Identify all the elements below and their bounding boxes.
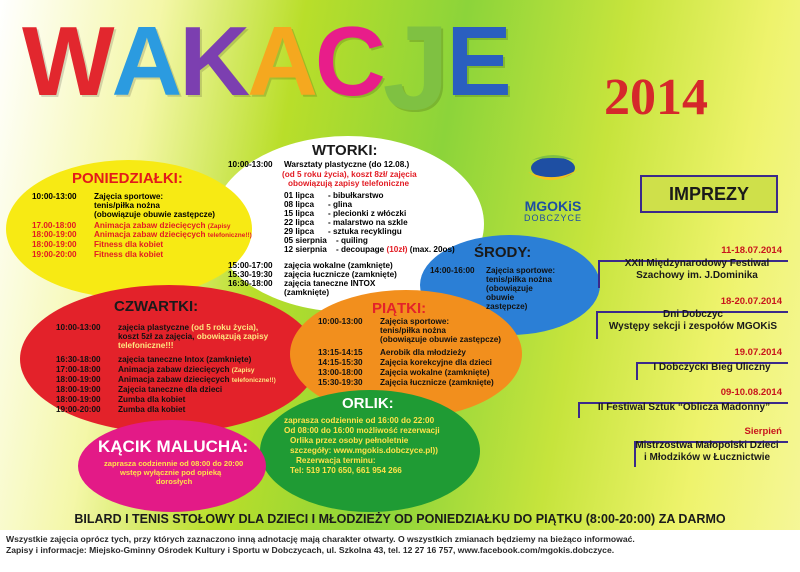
time: 18:00-19:00 bbox=[56, 375, 101, 384]
event-name bbox=[586, 402, 782, 414]
event-name bbox=[612, 258, 782, 282]
activity: koszt 5zł za zajęcia, bbox=[118, 332, 195, 341]
title-letter: K bbox=[179, 6, 248, 116]
activity: tenis/piłka nożna bbox=[94, 201, 160, 210]
activity: Zajęcia łucznicze (zamknięte) bbox=[380, 378, 494, 387]
time: 10:00-13:00 bbox=[56, 323, 101, 332]
event-divider bbox=[578, 402, 580, 418]
orlik-line: zaprasza codziennie od 16:00 do 22:00 bbox=[284, 416, 435, 425]
bottom-banner: BILARD I TENIS STOŁOWY DLA DZIECI I MŁODZIEŻY OD PONIEDZIAŁKU DO PIĄTKU (8:00-20:00) ZA DARMO bbox=[74, 512, 726, 526]
time: 17:00-18:00 bbox=[56, 365, 101, 374]
time: 19:00-20:00 bbox=[56, 405, 101, 414]
orlik-line: Od 08:00 do 16:00 możliwość rezerwacji bbox=[284, 426, 440, 435]
price: (10zł) bbox=[386, 245, 408, 254]
event-divider bbox=[596, 311, 598, 339]
note: (od 5 roku życia), bbox=[191, 323, 259, 332]
activity: - decoupage bbox=[336, 245, 385, 254]
orlik-line: Orlika przez osoby pełnoletnie bbox=[290, 436, 409, 445]
activity: Aerobik dla młodzieży bbox=[380, 348, 466, 357]
time: 15:30-19:30 bbox=[318, 378, 363, 387]
event-date: Sierpień bbox=[744, 426, 782, 437]
event-date: 18-20.07.2014 bbox=[720, 296, 782, 307]
activity: zajęcia plastyczne bbox=[118, 323, 189, 332]
wtorki-note-1: (od 5 roku życia), koszt 8zł/ zajęcia bbox=[282, 170, 417, 179]
activity: - plecionki z włóczki bbox=[328, 209, 407, 218]
activity: Zajęcia sportowe: bbox=[94, 192, 164, 201]
activity: Animacja zabaw dziecięcych bbox=[118, 375, 230, 384]
event-line: i Młodzików w Łucznictwie bbox=[643, 452, 771, 463]
title-letter: E bbox=[446, 6, 509, 116]
time: 18:00-19:00 bbox=[56, 395, 101, 404]
activity: Zajęcia korekcyjne dla dzieci bbox=[380, 358, 492, 367]
time: 16:30-18:00 bbox=[228, 279, 273, 288]
activity: - glina bbox=[328, 200, 353, 209]
logo-swoosh-icon bbox=[508, 150, 598, 194]
note: telefoniczne!!) bbox=[231, 377, 276, 384]
title-year: 2014 bbox=[604, 69, 708, 126]
event-line: I Dobczycki Bieg Uliczny bbox=[653, 362, 771, 373]
activity: (obowiązuje obuwie zastępcze) bbox=[94, 210, 216, 219]
kacik-line: zaprasza codziennie od 08:00 do 20:00 bbox=[104, 459, 244, 468]
orlik-header: ORLIK: bbox=[342, 395, 394, 412]
srody-line: Zajęcia sportowe: bbox=[486, 266, 556, 275]
title-letter: A bbox=[111, 6, 180, 116]
title-letter: C bbox=[314, 6, 383, 116]
activity: Fitness dla kobiet bbox=[94, 240, 164, 249]
activity: - malarstwo na szkle bbox=[328, 218, 408, 227]
time: 18:00-19:00 bbox=[32, 240, 77, 249]
event-divider bbox=[598, 260, 600, 288]
srody-line: obuwie bbox=[486, 293, 515, 302]
activity: (obowiązuje obuwie zastępcze) bbox=[380, 335, 502, 344]
activity: Animacja zabaw dziecięcych bbox=[94, 230, 206, 239]
wtorki-note-2: obowiązują zapisy telefoniczne bbox=[288, 179, 410, 188]
srody-header: ŚRODY: bbox=[474, 244, 532, 261]
activity: Warsztaty plastyczne (do 12.08.) bbox=[284, 160, 410, 169]
event-divider bbox=[636, 362, 638, 380]
poster-title bbox=[22, 1, 509, 135]
piatki-header: PIĄTKI: bbox=[372, 300, 427, 317]
poniedzialki-header: PONIEDZIAŁKI: bbox=[72, 170, 183, 187]
time: 14:15-15:30 bbox=[318, 358, 363, 367]
activity: Animacja zabaw dziecięcych bbox=[118, 365, 230, 374]
time: 10:00-13:00 bbox=[318, 317, 363, 326]
logo-name: MGOKiS bbox=[524, 198, 582, 214]
note: telefoniczne!!! bbox=[118, 341, 174, 350]
note: (Zapisy bbox=[231, 367, 255, 374]
title-letter: A bbox=[247, 6, 315, 116]
time: 10:00-13:00 bbox=[32, 192, 77, 201]
note: (Zapisy bbox=[207, 223, 231, 230]
srody-line: zastępcze) bbox=[486, 302, 528, 311]
date: 08 lipca bbox=[284, 200, 315, 209]
imprezy-header: IMPREZY bbox=[640, 175, 778, 213]
activity: Animacja zabaw dziecięcych bbox=[94, 221, 206, 230]
orlik-line: Rezerwacja terminu: bbox=[296, 456, 376, 465]
activity: Zumba dla kobiet bbox=[118, 395, 186, 404]
date: 15 lipca bbox=[284, 209, 315, 218]
footer bbox=[0, 530, 800, 572]
note: telefoniczne!!) bbox=[207, 232, 252, 239]
date: 29 lipca bbox=[284, 227, 315, 236]
srody-line: tenis/piłka nożna bbox=[486, 275, 552, 284]
footer-line: Wszystkie zajęcia oprócz tych, przy których zaznaczono inną adnotację mają charakter otwarty. O wszystkich zmianach będziemy na bieżąco informować. bbox=[6, 534, 635, 544]
time: 18:00-19:00 bbox=[56, 385, 101, 394]
mgokis-logo bbox=[508, 150, 598, 230]
activity: tenis/piłka nożna bbox=[380, 326, 446, 335]
time: 13:00-18:00 bbox=[318, 368, 363, 377]
event-date: 11-18.07.2014 bbox=[721, 245, 782, 256]
note: obowiązują zapisy bbox=[196, 332, 269, 341]
time: 19:00-20:00 bbox=[32, 250, 77, 259]
date: 22 lipca bbox=[284, 218, 315, 227]
logo-sub: DOBCZYCE bbox=[523, 213, 582, 223]
event-line: Występy sekcji i zespołów MGOKiS bbox=[608, 321, 778, 332]
srody-time: 14:00-16:00 bbox=[430, 266, 475, 275]
time: 18:00-19:00 bbox=[32, 230, 77, 239]
date: 01 lipca bbox=[284, 191, 315, 200]
footer-line: Zapisy i informacje: Miejsko-Gminny Ośrodek Kultury i Sportu w Dobczycach, ul. Szkolna 43, tel. 12 27 16 757, www.facebook.com/mgokis.dobczyce. bbox=[6, 544, 615, 555]
date: 05 sierpnia bbox=[284, 236, 327, 245]
activity: Zumba dla kobiet bbox=[118, 405, 186, 414]
activity: - sztuka recyklingu bbox=[328, 227, 402, 236]
title-letter: J bbox=[382, 1, 447, 135]
activity: - quiling bbox=[336, 236, 368, 245]
kacik-line: dorosłych bbox=[156, 477, 193, 486]
event-name bbox=[632, 440, 782, 464]
event-line: XXII Międzynarodowy Festiwal bbox=[624, 258, 770, 269]
date: 12 sierpnia bbox=[284, 245, 327, 254]
kacik-header: KĄCIK MALUCHA: bbox=[98, 437, 249, 456]
event-line: II Festiwal Sztuk “Oblicza Madonny” bbox=[597, 402, 771, 413]
event-name bbox=[604, 309, 782, 333]
time: 15:30-19:30 bbox=[228, 270, 273, 279]
activity: Zajęcia wokalne (zamknięte) bbox=[380, 368, 490, 377]
time: 16:30-18:00 bbox=[56, 355, 101, 364]
event-name bbox=[642, 362, 782, 374]
activity: Fitness dla kobiet bbox=[94, 250, 164, 259]
event-date: 09-10.08.2014 bbox=[720, 387, 782, 398]
activity: Zajęcia sportowe: bbox=[380, 317, 450, 326]
activity: zajęcia taneczne Intox (zamknięte) bbox=[118, 355, 252, 364]
orlik-line: szczegóły: www.mgokis.dobczyce.pl)) bbox=[290, 446, 439, 455]
orlik-line: Tel: 519 170 650, 661 954 266 bbox=[290, 466, 402, 475]
time: 17.00-18:00 bbox=[32, 221, 77, 230]
activity: (zamknięte) bbox=[284, 288, 330, 297]
time: 10:00-13:00 bbox=[228, 160, 273, 169]
event-line: Szachowy im. J.Dominika bbox=[636, 270, 758, 281]
event-line: Mistrzostwa Małopolski Dzieci bbox=[635, 440, 779, 451]
event-date: 19.07.2014 bbox=[734, 347, 782, 358]
activity: Zajęcia taneczne dla dzieci bbox=[118, 385, 223, 394]
srody-line: (obowiązuje bbox=[486, 284, 533, 293]
max: (max. 20os) bbox=[409, 245, 455, 254]
activity: zajęcia taneczne INTOX bbox=[284, 279, 376, 288]
activity: zajęcia wokalne (zamknięte) bbox=[284, 261, 393, 270]
activity: zajęcia łucznicze (zamknięte) bbox=[284, 270, 397, 279]
title-letter: W bbox=[22, 6, 112, 116]
wtorki-header: WTORKI: bbox=[312, 142, 378, 159]
time: 15:00-17:00 bbox=[228, 261, 273, 270]
time: 13:15-14:15 bbox=[318, 348, 363, 357]
kacik-line: wstęp wyłącznie pod opieką bbox=[120, 468, 222, 477]
event-line: Dni Dobczyc bbox=[662, 309, 723, 320]
czwartki-header: CZWARTKI: bbox=[114, 298, 199, 315]
activity: - bibułkarstwo bbox=[328, 191, 384, 200]
